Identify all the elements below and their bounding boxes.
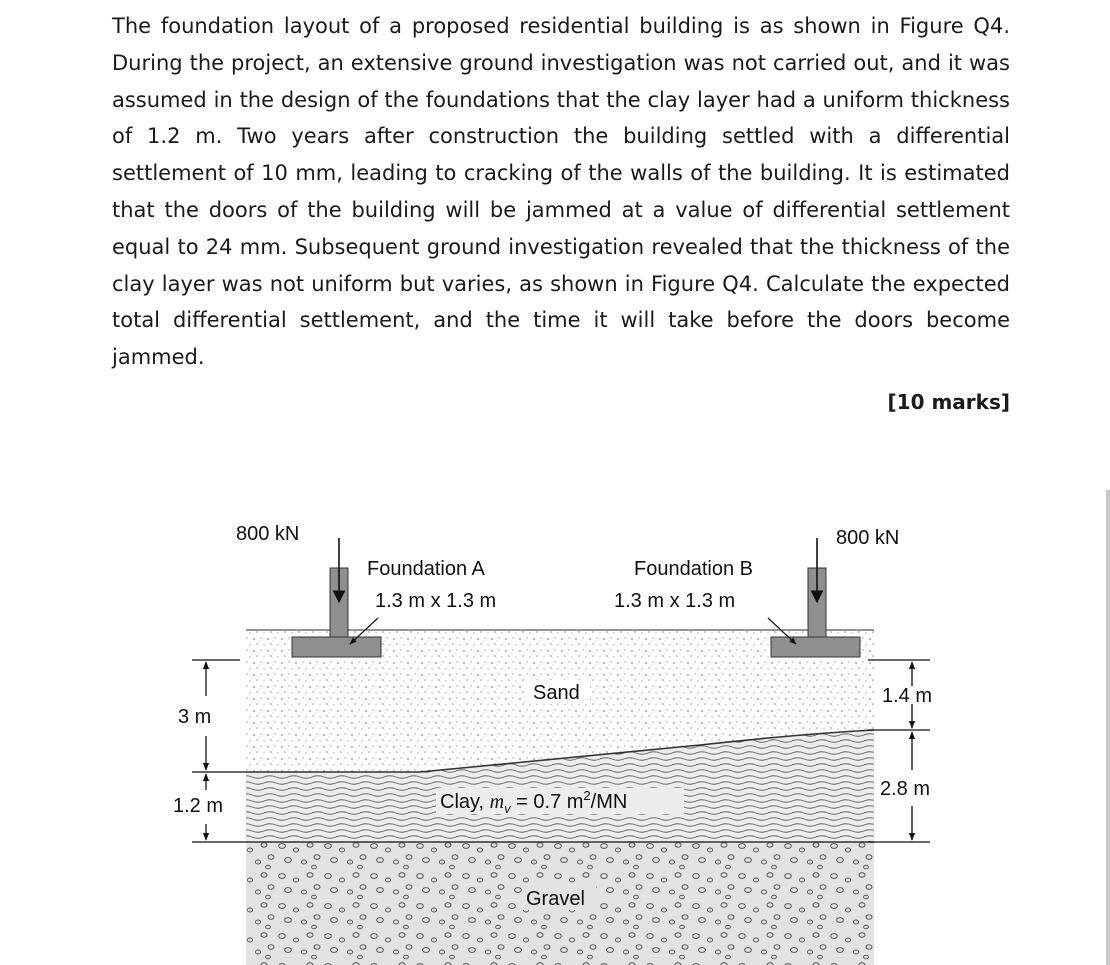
foundation-b-size: 1.3 m x 1.3 m [614, 590, 736, 612]
clay-label: Clay, $m_v = 0.7$ $m^2/MN$ [440, 788, 628, 816]
foundation-b-title: Foundation B [634, 558, 753, 580]
gravel-label: Gravel [526, 888, 585, 910]
dim-right-clay: 2.8 m [880, 778, 931, 800]
foundation-a-title: Foundation A [367, 558, 485, 580]
load-left-label: 800 kN [236, 523, 300, 545]
dim-left-sand: 3 m [178, 706, 212, 728]
foundation-b [771, 568, 860, 657]
foundation-a [292, 568, 381, 657]
load-right-label: 800 kN [836, 527, 900, 549]
dim-right-sand: 1.4 m [882, 685, 933, 707]
foundation-a-size: 1.3 m x 1.3 m [375, 590, 497, 612]
question-text: The foundation layout of a proposed residential building is as shown in Figure Q4. During the project, an extensive ground investigation was not carried out, and it was assumed in the design of the foundations that the clay layer had a uniform thickness of 1.2 m. Two years after construction the building settled with a differential settlement of 10 mm, leading to cracking of the walls of the building. It is estimated that the doors of the building will be jammed at a value of differential settlement equal to 24 mm. Subsequent ground investigation revealed that the thickness of the clay layer was not uniform but varies, as shown in Figure Q4. Calculate the expected total differential settlement, and the time it will take before the doors become jammed. [112, 14, 1010, 370]
marks-label: [10 marks] [887, 390, 1010, 414]
dim-left-clay: 1.2 m [173, 795, 224, 817]
sand-label: Sand [533, 682, 580, 704]
